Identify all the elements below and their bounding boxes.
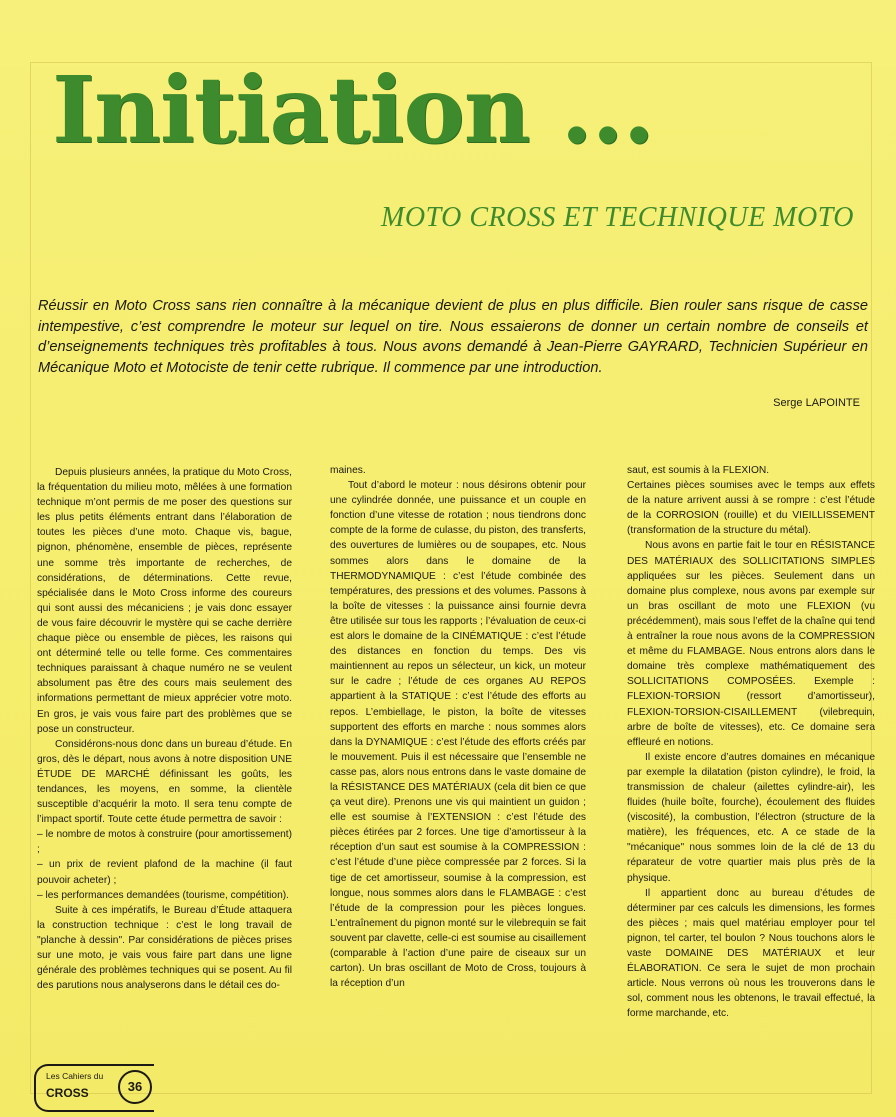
list-item: – les performances demandées (tourisme, compétition).	[37, 889, 289, 901]
paragraph: maines.	[330, 465, 366, 476]
paragraph: Considérons-nous donc dans un bureau d’étude. En gros, dès le départ, nous avons à notre disposition UNE ÉTUDE DE MARCHÉ définissant les goûts, les tendances, les moyens, en somme, la clientèle susceptible d’acquérir la moto. Il sera tenu compte de l’impact sportif. Toute cette étude permettra de savoir :	[37, 738, 292, 826]
author-byline: Serge LAPOINTE	[773, 397, 860, 409]
text-column-3	[627, 463, 875, 1021]
magazine-name-line2: CROSS	[46, 1086, 89, 1100]
paragraph: Depuis plusieurs années, la pratique du Moto Cross, la fréquentation du milieu moto, mêlées à une formation technique m’ont permis de me poser des questions sur les plus petits éléments entrant dans l’élaboration de toutes les pièces d’une moto. Chaque vis, bague, pignon, phénomène, ensemble de pièces, représente une somme très importante de recherches, de considérations, de déterminations. Cette revue, spécialisée dans le Moto Cross informe des coureurs qui sont aussi des mécaniciens ; je vais donc essayer de vous faire découvrir le mystère qui se cache derrière chaque pièce ou ensemble de pièces, les raisons qui ont déterminé telle ou telle forme. Ces commentaires techniques paraissant à chaque numéro ne se veulent absolument pas être des cours mais seulement des informations permettant de mieux apprécier votre moto. En gros, je vais vous faire part des problèmes que se pose un constructeur.	[37, 467, 292, 735]
list-item: – le nombre de motos à construire (pour amortissement) ;	[37, 829, 292, 856]
paragraph: Il appartient donc au bureau d’études de déterminer par ces calculs les dimensions, les formes des pièces ; mais quel matériau employer pour tel pignon, tel carter, tel boulon ? Nous touchons alors le vaste DOMAINE DES MATÉRIAUX et leur ÉLABORATION. Ce sera le sujet de mon prochain article. Nous verrons où nous les trouverons dans le sol, comment nous les obtenons, le travail effectué, la forme marchande, etc.	[627, 887, 875, 1020]
paragraph: Certaines pièces soumises avec le temps aux effets de la nature arrivent aussi à se rompre : c’est l’étude de la CORROSION (rouille) et du VIEILLISSEMENT (transformation de la structure du métal).	[627, 480, 875, 537]
text-column-2	[330, 463, 586, 991]
magazine-name-line1: Les Cahiers du	[46, 1071, 104, 1081]
paragraph: saut, est soumis à la FLEXION.	[627, 465, 770, 476]
paragraph: Suite à ces impératifs, le Bureau d’Étude attaquera la construction technique : c’est le long travail de "planche à dessin". Par considérations de pièces prises sur une moto, je vais vous faire part dans une ligne générale des problèmes techniques qui se posent. Au fil des parutions nous analyserons dans le détail ces do-	[37, 904, 292, 992]
paragraph: Il existe encore d’autres domaines en mécanique par exemple la dilatation (piston cylindre), le froid, la transmission de chaleur (ailettes cylindre-air), les fluides (huile boîte, fourche), écoulement des fluides (viscosité), la combustion, l’électron (structure de la matière), les fréquences, etc. A ce stade de la "mécanique" nous sommes loin de la clé de 13 du réparateur de votre quartier mais plus près de la physique.	[627, 751, 875, 884]
paragraph: Tout d’abord le moteur : nous désirons obtenir pour une cylindrée donnée, une puissance et un couple en fonction d’une vitesse de rotation ; nous tiendrons donc compte de la forme de culasse, du piston, des transferts, des ouvertures de lumières ou de soupapes, etc. Nous sommes alors dans le domaine de la THERMODYNAMIQUE : c’est l’étude combinée des températures, des pressions et des volumes. Passons à la boîte de vitesses : la puissance ainsi fournie devra être utilisée sur tous les rapports ; l’évaluation de ceux-ci est alors le domaine de la CINÉMATIQUE : c’est l’étude des distances en fonction du temps. Des vis maintiennent au repos un sélecteur, un kick, un moteur sur le cadre ; l’étude de ces organes AU REPOS appartient à la STATIQUE : c’est l’étude des efforts au repos. L’embiellage, le piston, la boîte de vitesses supportent des efforts en marche : nous sommes alors dans la DYNAMIQUE : c’est l’étude des efforts créés par le mouvement. Puis il est nécessaire que l’ensemble ne casse pas, alors nous entrons dans le vaste domaine de la RÉSISTANCE DES MATÉRIAUX (cela dit bien ce que ça veut dire). Prenons une vis qui maintient un guidon ; elle est soumise à l’EXTENSION : c’est l’étude des pièces étirées par 2 forces. Une tige d’amortisseur à la réception d’un saut est soumise à la COMPRESSION : c’est l’étude d’une pièce compressée par 2 forces. Si la tige de cet amortisseur, soumise à la compression, est longue, nous sommes alors dans le FLAMBAGE : c’est l’étude de la compression pour les pièces longues. L’entraînement du pignon monté sur le vilebrequin se fait souvent par clavette, celle-ci est soumise au cisaillement (comparable à l’action d’une paire de ciseaux sur un carton). Un bras oscillant de Moto de Cross, toujours à la réception d’un	[330, 480, 586, 990]
paragraph: Nous avons en partie fait le tour en RÉSISTANCE DES MATÉRIAUX des SOLLICITATIONS SIMPLES appliquées sur les pièces. Seulement dans un domaine plus complexe, nous avons par exemple sur un bras oscillant de moto une FLEXION (vu précédemment), mais sous l’effet de la chaîne qui tend à entraîner la roue nous avons de la COMPRESSION et même du FLAMBAGE. Nous entrons alors dans le domaine très complexe mathématiquement des SOLLICITATIONS COMPOSÉES. Exemple : FLEXION-TORSION (ressort d’amortisseur), FLEXION-TORSION-CISAILLEMENT (vilebrequin, arbre de boîte de vitesses), etc. Ce domaine sera effleuré en notions.	[627, 540, 875, 748]
list-item: – un prix de revient plafond de la machine (il faut pouvoir acheter) ;	[37, 859, 292, 886]
magazine-footer	[34, 1064, 154, 1110]
article-title: Initiation ...	[52, 56, 654, 164]
page-number: 36	[118, 1070, 152, 1104]
article-intro: Réussir en Moto Cross sans rien connaître à la mécanique devient de plus en plus difficile. Bien rouler sans risque de casse intempestive, c’est comprendre le moteur sur lequel on tire. Nous essaierons de donner un certain nombre de conseils et d’enseignements techniques très profitables à tous. Nous avons demandé à Jean-Pierre GAYRARD, Technicien Supérieur en Mécanique Moto et Motociste de tenir cette rubrique. Il commence par une introduction.	[38, 298, 868, 376]
text-column-1	[37, 465, 292, 993]
article-subtitle: MOTO CROSS ET TECHNIQUE MOTO	[381, 202, 854, 233]
